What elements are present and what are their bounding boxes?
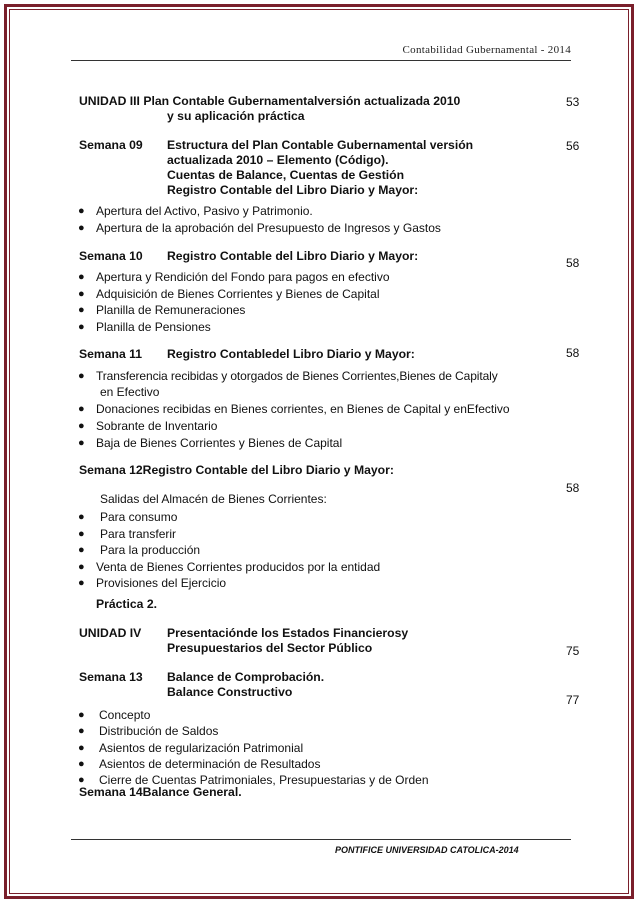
list-item: Apertura del Activo, Pasivo y Patrimonio.: [96, 204, 313, 218]
list-item: Apertura y Rendición del Fondo para pagos en efectivo: [96, 270, 390, 284]
week11-page-number: 58: [566, 346, 580, 360]
week09-page-number: 56: [566, 139, 580, 153]
unit3-title-line2: y su aplicación práctica: [167, 109, 305, 123]
list-item: Donaciones recibidas en Bienes corrientes, en Bienes de Capital y enEfectivo: [96, 402, 510, 416]
bullet-icon: ●: [78, 561, 85, 573]
list-item: Venta de Bienes Corrientes producidos por la entidad: [96, 560, 381, 574]
list-item: Transferencia recibidas y otorgados de Bienes Corrientes,Bienes de Capitaly: [96, 369, 498, 383]
list-item: Para la producción: [100, 543, 201, 557]
list-item: Cierre de Cuentas Patrimoniales, Presupuestarias y de Orden: [99, 773, 429, 787]
bullet-icon: ●: [78, 271, 85, 283]
week09-title-line4: Registro Contable del Libro Diario y Mayor:: [167, 183, 419, 197]
bullet-icon: ●: [78, 758, 85, 770]
footer-rule: [71, 839, 571, 840]
list-item: Apertura de la aprobación del Presupuesto de Ingresos y Gastos: [96, 221, 441, 235]
unit3-page-number: 53: [566, 95, 580, 109]
week09-title-line2: actualizada 2010 – Elemento (Código).: [167, 153, 389, 167]
bullet-icon: ●: [78, 304, 85, 316]
week12-page-number: 58: [566, 481, 580, 495]
unit4-title-line2: Presupuestarios del Sector Público: [167, 641, 373, 655]
list-item: Asientos de determinación de Resultados: [99, 757, 321, 771]
bullet-icon: ●: [78, 709, 85, 721]
week10-page-number: 58: [566, 256, 580, 270]
list-item: Planilla de Pensiones: [96, 320, 211, 334]
bullet-icon: ●: [78, 774, 85, 786]
week13-title-line1: Balance de Comprobación.: [167, 670, 325, 684]
bullet-icon: ●: [78, 288, 85, 300]
unit4-title-line1: Presentaciónde los Estados Financierosy: [167, 626, 409, 640]
unit4-label: UNIDAD IV: [79, 626, 142, 640]
bullet-icon: ●: [78, 205, 85, 217]
header-title: Contabilidad Gubernamental - 2014: [402, 44, 571, 56]
week12-intro: Salidas del Almacén de Bienes Corrientes:: [100, 492, 327, 506]
unit4-page-number: 75: [566, 644, 580, 658]
list-item: Para transferir: [100, 527, 177, 541]
bullet-icon: ●: [78, 222, 85, 234]
week13-title-line2: Balance Constructivo: [167, 685, 293, 699]
week12-title: Semana 12Registro Contable del Libro Diario y Mayor:: [79, 463, 394, 477]
week10-label: Semana 10: [79, 249, 143, 263]
list-item: Concepto: [99, 708, 151, 722]
bullet-icon: ●: [78, 544, 85, 556]
bullet-icon: ●: [78, 321, 85, 333]
list-item: Adquisición de Bienes Corrientes y Bienes de Capital: [96, 287, 380, 301]
bullet-icon: ●: [78, 403, 85, 415]
list-item: Baja de Bienes Corrientes y Bienes de Capital: [96, 436, 343, 450]
header-rule: [71, 60, 571, 61]
list-item: Provisiones del Ejercicio: [96, 576, 227, 590]
bullet-icon: ●: [78, 511, 85, 523]
bullet-icon: ●: [78, 420, 85, 432]
unit3-title-line1: UNIDAD III Plan Contable Gubernamentalversión actualizada 2010: [79, 94, 461, 108]
week09-label: Semana 09: [79, 138, 143, 152]
week10-title: Registro Contable del Libro Diario y Mayor:: [167, 249, 419, 263]
list-item: Para consumo: [100, 510, 178, 524]
bullet-icon: ●: [78, 437, 85, 449]
list-item: Asientos de regularización Patrimonial: [99, 741, 304, 755]
bullet-icon: ●: [78, 577, 85, 589]
bullet-icon: ●: [78, 528, 85, 540]
week09-title-line1: Estructura del Plan Contable Gubernamental versión: [167, 138, 474, 152]
practice-label: Práctica 2.: [96, 597, 157, 611]
week14-title: Semana 14Balance General.: [79, 785, 242, 799]
bullet-icon: ●: [78, 725, 85, 737]
bullet-icon: ●: [78, 742, 85, 754]
week13-label: Semana 13: [79, 670, 143, 684]
bullet-icon: ●: [78, 370, 85, 382]
list-item: Sobrante de Inventario: [96, 419, 218, 433]
week11-label: Semana 11: [79, 347, 143, 361]
list-item: Planilla de Remuneraciones: [96, 303, 246, 317]
week13-page-number: 77: [566, 693, 580, 707]
list-item: Distribución de Saldos: [99, 724, 219, 738]
week09-title-line3: Cuentas de Balance, Cuentas de Gestión: [167, 168, 405, 182]
list-item-continuation: en Efectivo: [100, 385, 160, 399]
week11-title: Registro Contabledel Libro Diario y Mayor:: [167, 347, 415, 361]
footer-text: PONTIFICE UNIVERSIDAD CATOLICA-2014: [335, 845, 519, 855]
